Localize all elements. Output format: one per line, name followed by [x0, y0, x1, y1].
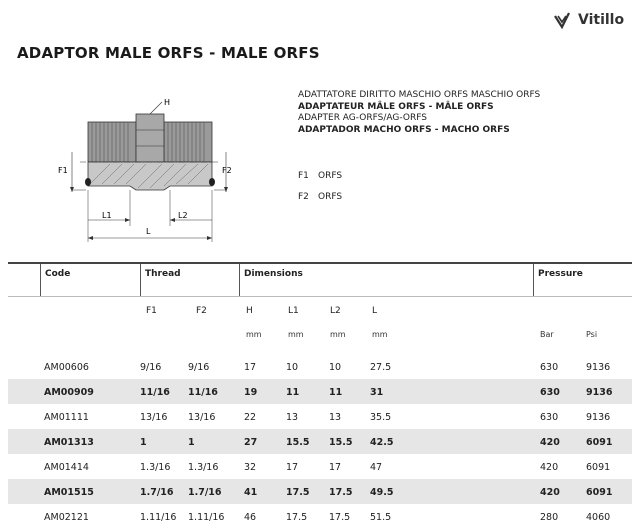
column-divider — [40, 264, 41, 296]
cell-h: 27 — [244, 437, 258, 448]
cell-bar: 420 — [540, 462, 559, 473]
table-row[interactable] — [8, 404, 632, 429]
cell-l2: 17.5 — [329, 512, 351, 523]
cell-l1: 10 — [286, 362, 299, 373]
cell-code: AM00909 — [44, 387, 94, 398]
cell-f2: 11/16 — [188, 387, 218, 398]
description-fr: ADAPTATEUR MÂLE ORFS - MÂLE ORFS — [298, 101, 494, 112]
table-row[interactable] — [8, 354, 632, 379]
column-divider — [533, 264, 534, 296]
cell-bar: 420 — [540, 487, 560, 498]
cell-f2: 13/16 — [188, 412, 216, 423]
cell-psi: 9136 — [586, 387, 613, 398]
fitting-drawing — [50, 90, 250, 250]
unit-l1: mm — [288, 330, 304, 339]
cell-l: 35.5 — [370, 412, 392, 423]
brand-logo — [552, 10, 624, 30]
label-l1: L1 — [102, 211, 112, 220]
cell-psi: 6091 — [586, 487, 613, 498]
cell-h: 17 — [244, 362, 257, 373]
cell-code: AM00606 — [44, 362, 89, 373]
description-list — [298, 90, 540, 136]
unit-bar: Bar — [540, 330, 554, 339]
subheader-h: H — [246, 306, 253, 316]
cell-f2: 1 — [188, 437, 195, 448]
cell-l2: 15.5 — [329, 437, 353, 448]
table-top-rule — [8, 262, 632, 264]
unit-l: mm — [372, 330, 388, 339]
cell-l: 49.5 — [370, 487, 394, 498]
cell-f2: 1.11/16 — [188, 512, 225, 523]
cell-psi: 9136 — [586, 412, 611, 423]
cell-code: AM01111 — [44, 412, 89, 423]
cell-psi: 9136 — [586, 362, 611, 373]
cell-bar: 420 — [540, 437, 560, 448]
cell-l2: 11 — [329, 387, 343, 398]
cell-f1: 1.3/16 — [140, 462, 171, 473]
cell-bar: 280 — [540, 512, 559, 523]
header-pressure: Pressure — [538, 269, 583, 279]
subheader-l1: L1 — [288, 306, 299, 316]
column-divider — [239, 264, 240, 296]
cell-bar: 630 — [540, 387, 560, 398]
subheader-l: L — [372, 306, 378, 316]
label-l: L — [146, 227, 151, 236]
vitillo-v-icon — [552, 10, 572, 30]
unit-psi: Psi — [586, 330, 598, 339]
cell-l1: 17.5 — [286, 487, 310, 498]
cell-l: 42.5 — [370, 437, 394, 448]
table-row[interactable] — [8, 454, 632, 479]
cell-l1: 17.5 — [286, 512, 308, 523]
table-row[interactable] — [8, 479, 632, 504]
header-dimensions: Dimensions — [244, 269, 303, 279]
cell-f1: 9/16 — [140, 362, 162, 373]
subheader-f2: F2 — [196, 306, 207, 316]
cell-l2: 17.5 — [329, 487, 353, 498]
column-divider — [140, 264, 141, 296]
subheader-l2: L2 — [330, 306, 341, 316]
page-title: ADAPTOR MALE ORFS - MALE ORFS — [17, 44, 320, 62]
cell-l2: 13 — [329, 412, 342, 423]
cell-psi: 6091 — [586, 462, 611, 473]
label-h: H — [164, 98, 171, 107]
cell-h: 32 — [244, 462, 257, 473]
description-it: ADATTATORE DIRITTO MASCHIO ORFS MASCHIO ORFS — [298, 90, 541, 100]
cell-bar: 630 — [540, 362, 559, 373]
table-row[interactable] — [8, 429, 632, 454]
header-code: Code — [45, 269, 71, 279]
cell-l: 51.5 — [370, 512, 392, 523]
cell-l: 47 — [370, 462, 383, 473]
thread-key: F2 — [298, 192, 309, 202]
cell-f1: 1.11/16 — [140, 512, 177, 523]
header-rule — [8, 296, 632, 297]
thread-value: ORFS — [318, 171, 343, 181]
cell-code: AM01515 — [44, 487, 94, 498]
cell-l1: 17 — [286, 462, 299, 473]
cell-l: 31 — [370, 387, 384, 398]
cell-code: AM01414 — [44, 462, 89, 473]
cell-f2: 9/16 — [188, 362, 210, 373]
cell-f1: 1.7/16 — [140, 487, 174, 498]
thread-legend — [298, 166, 342, 208]
cell-f1: 13/16 — [140, 412, 168, 423]
cell-code: AM01313 — [44, 437, 94, 448]
cell-h: 22 — [244, 412, 257, 423]
label-f2: F2 — [222, 166, 232, 175]
header-thread: Thread — [145, 269, 181, 279]
cell-l2: 10 — [329, 362, 342, 373]
unit-h: mm — [246, 330, 262, 339]
table-row[interactable] — [8, 504, 632, 529]
cell-f1: 11/16 — [140, 387, 170, 398]
cell-f2: 1.7/16 — [188, 487, 222, 498]
description-es: ADAPTADOR MACHO ORFS - MACHO ORFS — [298, 124, 510, 135]
unit-l2: mm — [330, 330, 346, 339]
cell-l1: 11 — [286, 387, 300, 398]
subheader-f1: F1 — [146, 306, 157, 316]
table-row[interactable] — [8, 379, 632, 404]
label-f1: F1 — [58, 166, 68, 175]
cell-h: 46 — [244, 512, 257, 523]
cell-l1: 13 — [286, 412, 299, 423]
cell-l: 27.5 — [370, 362, 392, 373]
description-de: ADAPTER AG-ORFS/AG-ORFS — [298, 113, 427, 123]
cell-l2: 17 — [329, 462, 342, 473]
cell-h: 41 — [244, 487, 258, 498]
cell-code: AM02121 — [44, 512, 89, 523]
cell-f1: 1 — [140, 437, 147, 448]
cell-psi: 6091 — [586, 437, 613, 448]
cell-bar: 630 — [540, 412, 559, 423]
label-l2: L2 — [178, 211, 188, 220]
cell-l1: 15.5 — [286, 437, 310, 448]
brand-name: Vitillo — [578, 12, 625, 28]
cell-h: 19 — [244, 387, 258, 398]
cell-f2: 1.3/16 — [188, 462, 219, 473]
thread-value: ORFS — [318, 192, 343, 202]
cell-psi: 4060 — [586, 512, 611, 523]
thread-key: F1 — [298, 171, 309, 181]
